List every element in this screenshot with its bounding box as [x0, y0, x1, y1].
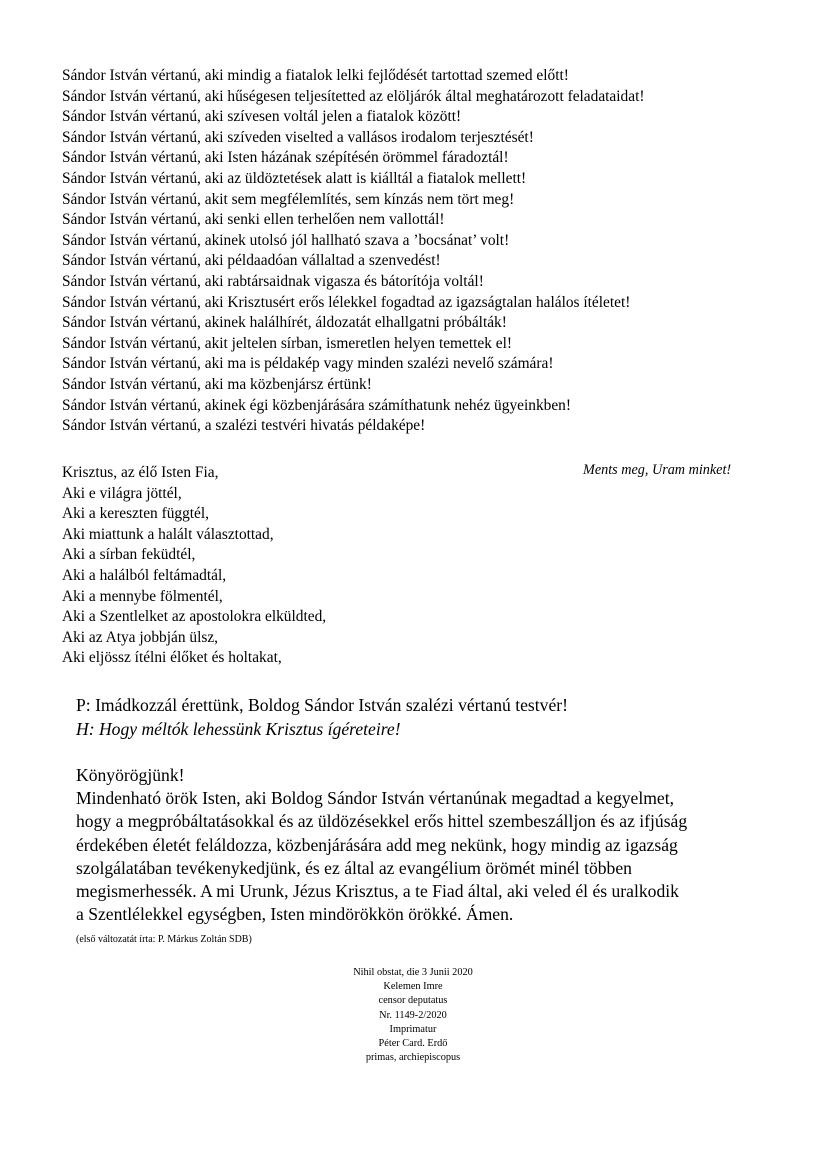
invocation-line: Aki a Szentlelket az apostolokra elküldted,	[62, 608, 327, 626]
prayer-title: Könyörögjünk!	[76, 765, 185, 785]
closing-prayer	[76, 764, 776, 926]
prayer-line: megismerhessék. A mi Urunk, Jézus Krisztus, a te Fiad által, aki veled él és uralkodik	[76, 881, 679, 902]
litany-line: Sándor István vértanú, aki ma közbenjársz értünk!	[62, 375, 372, 393]
litany-line: Sándor István vértanú, aki példaadóan vállaltad a szenvedést!	[62, 252, 441, 270]
response-text: Ments meg, Uram minket!	[583, 462, 732, 478]
imprimatur-line: Kelemen Imre	[383, 981, 443, 993]
prayer-line: hogy a megpróbáltatásokkal és az üldözésekkel erős hittel szembeszálljon és az ifjúság	[76, 811, 688, 832]
prayer-line: a Szentlélekkel egységben, Isten mindörökkön örökké. Ámen.	[76, 904, 514, 925]
litany-line: Sándor István vértanú, aki Krisztusért erős lélekkel fogadtad az igazságtalan halálos ítéletet!	[62, 293, 631, 311]
prayer-line: szolgálatában tevékenykedjünk, és ez által az evangélium örömét minél többen	[76, 857, 632, 878]
versicle-block	[76, 694, 568, 741]
litany-line: Sándor István vértanú, aki hűségesen teljesítetted az elöljárók által meghatározott feladataidat!	[62, 87, 645, 105]
litany-line: Sándor István vértanú, aki szívesen voltál jelen a fiatalok között!	[62, 108, 462, 126]
invocation-line: Aki a kereszten függtél,	[62, 505, 210, 523]
litany-line: Sándor István vértanú, aki senki ellen terhelően nem vallottál!	[62, 211, 445, 229]
imprimatur-line: censor deputatus	[378, 995, 448, 1007]
invocation-line: Aki a sírban feküdtél,	[62, 546, 196, 564]
invocation-line: Krisztus, az élő Isten Fia,	[62, 464, 219, 481]
imprimatur-block	[0, 966, 826, 1065]
litany-line: Sándor István vértanú, akinek égi közbenjárására számíthatunk nehéz ügyeinkben!	[62, 396, 571, 414]
litany-line: Sándor István vértanú, aki mindig a fiatalok lelki fejlődését tartottad szemed előtt!	[62, 67, 569, 84]
litany-line: Sándor István vértanú, aki az üldöztetések alatt is kiálltál a fiatalok mellett!	[62, 169, 527, 187]
litany-line: Sándor István vértanú, akit jeltelen sírban, ismeretlen helyen temettek el!	[62, 334, 513, 352]
christ-invocations	[62, 463, 542, 669]
invocation-line: Aki a mennybe fölmentél,	[62, 587, 223, 605]
invocation-line: Aki e világra jöttél,	[62, 484, 182, 502]
imprimatur-line: Péter Card. Erdő	[378, 1038, 448, 1050]
litany-line: Sándor István vértanú, aki rabtársaidnak vigasza és bátorítója voltál!	[62, 272, 484, 290]
imprimatur-line: Nihil obstat, die 3 Junii 2020	[353, 967, 473, 978]
priest-versicle: P: Imádkozzál érettünk, Boldog Sándor István szalézi vértanú testvér!	[76, 695, 568, 715]
invocation-line: Aki eljössz ítélni élőket és holtakat,	[62, 649, 282, 667]
litany-line: Sándor István vértanú, akit sem megfélemlítés, sem kínzás nem tört meg!	[62, 190, 515, 208]
prayer-line: érdekében életét feláldozza, közbenjárására add meg nekünk, hogy mindig az igazság	[76, 834, 678, 855]
imprimatur-line: primas, archiepiscopus	[365, 1052, 461, 1064]
faithful-response: H: Hogy méltók lehessünk Krisztus ígéreteire!	[76, 718, 401, 739]
litany-line: Sándor István vértanú, aki Isten házának szépítésén örömmel fáradoztál!	[62, 149, 509, 167]
litany-line: Sándor István vértanú, akinek utolsó jól hallható szava a ’bocsánat’ volt!	[62, 231, 510, 249]
litany-line: Sándor István vértanú, aki szíveden viselted a vallásos irodalom terjesztését!	[62, 128, 534, 146]
litany-line: Sándor István vértanú, aki ma is példakép vagy minden szalézi nevelő számára!	[62, 355, 554, 373]
invocation-line: Aki a halálból feltámadtál,	[62, 566, 227, 584]
imprimatur-line: Imprimatur	[389, 1023, 437, 1035]
author-note: (első változatát írta: P. Márkus Zoltán SDB)	[76, 934, 252, 945]
prayer-line: Mindenható örök Isten, aki Boldog Sándor István vértanúnak megadtad a kegyelmet,	[76, 788, 675, 809]
invocation-line: Aki miattunk a halált választottad,	[62, 525, 274, 543]
litany	[62, 66, 782, 437]
invocation-line: Aki az Atya jobbján ülsz,	[62, 628, 219, 646]
imprimatur-line: Nr. 1149-2/2020	[379, 1009, 447, 1021]
litany-line: Sándor István vértanú, a szalézi testvéri hivatás példaképe!	[62, 417, 426, 435]
litany-line: Sándor István vértanú, akinek halálhírét, áldozatát elhallgatni próbálták!	[62, 314, 507, 332]
